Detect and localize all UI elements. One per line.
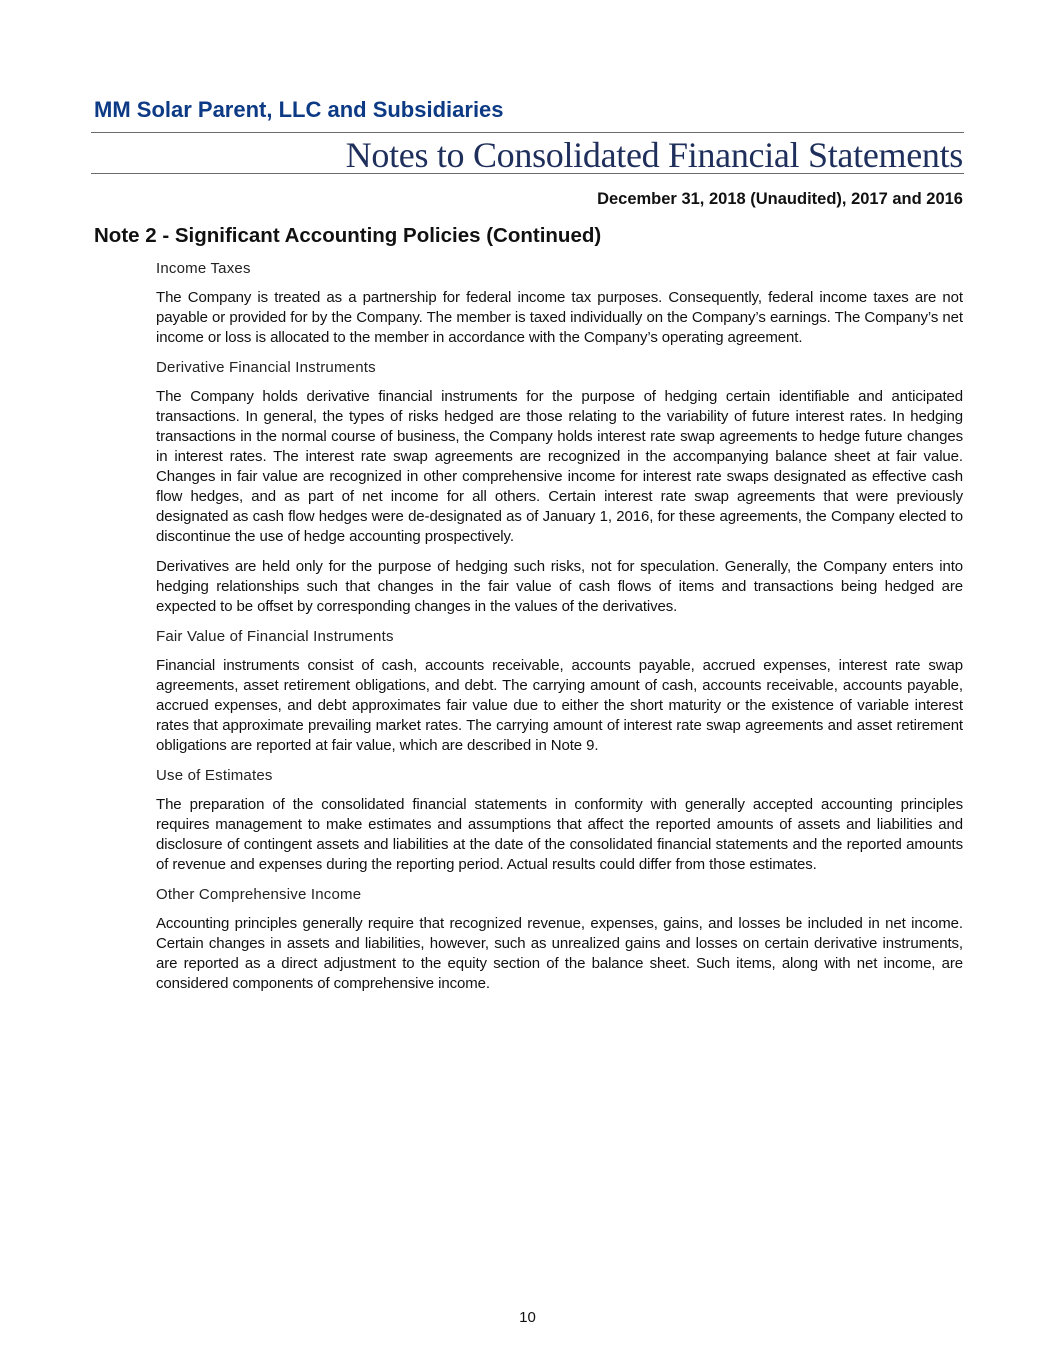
note-content xyxy=(156,259,963,1004)
paragraph: Derivatives are held only for the purpose of hedging such risks, not for speculation. Generally, the Company enters into hedging relationships such that changes in the fair value of cash flows of items and transactions being hedged are expected to be offset by corresponding changes in the values of the derivatives. xyxy=(156,558,963,615)
section-title: Other Comprehensive Income xyxy=(156,886,362,903)
header-rule-bottom xyxy=(91,173,964,174)
section-use-of-estimates xyxy=(156,766,963,875)
document-title: Notes to Consolidated Financial Statements xyxy=(345,135,963,175)
section-title: Derivative Financial Instruments xyxy=(156,359,376,376)
section-other-comprehensive-income xyxy=(156,885,963,994)
paragraph: The Company is treated as a partnership for federal income tax purposes. Consequently, federal income taxes are not payable or provided for by the Company. The member is taxed individually on the Company’s earnings. The Company’s net income or loss is allocated to the member in accordance with the Company’s operating agreement. xyxy=(156,289,963,346)
section-title: Use of Estimates xyxy=(156,767,273,784)
header-rule-top xyxy=(91,132,964,133)
company-name: MM Solar Parent, LLC and Subsidiaries xyxy=(94,97,504,122)
note-heading: Note 2 - Significant Accounting Policies (Continued) xyxy=(94,224,602,247)
section-income-taxes xyxy=(156,259,963,348)
section-title: Fair Value of Financial Instruments xyxy=(156,628,394,645)
period-date-line: December 31, 2018 (Unaudited), 2017 and 2016 xyxy=(597,190,963,208)
section-title: Income Taxes xyxy=(156,260,251,277)
paragraph: The preparation of the consolidated financial statements in conformity with generally accepted accounting principles requires management to make estimates and assumptions that affect the reported amounts of assets and liabilities and disclosure of contingent assets and liabilities at the date of the consolidated financial statements and the reported amounts of revenue and expenses during the reporting period. Actual results could differ from those estimates. xyxy=(156,796,963,873)
paragraph: The Company holds derivative financial instruments for the purpose of hedging certain identifiable and anticipated transactions. In general, the types of risks hedged are those relating to the variability of future interest rates. In hedging transactions in the normal course of business, the Company holds interest rate swap agreements to hedge future changes in interest rates. The interest rate swap agreements are recognized in the accompanying balance sheet at fair value. Changes in fair value are recognized in other comprehensive income for interest rate swaps designated as effective cash flow hedges, and as part of net income for all others. Certain interest rate swap agreements that were previously designated as cash flow hedges were de-designated as of January 1, 2016, for these agreements, the Company elected to discontinue the use of hedge accounting prospectively. xyxy=(156,388,963,545)
section-fair-value xyxy=(156,627,963,756)
section-derivative-financial-instruments xyxy=(156,358,963,617)
paragraph: Financial instruments consist of cash, accounts receivable, accounts payable, accrued expenses, interest rate swap agreements, asset retirement obligations, and debt. The carrying amount of cash, accounts receivable, accounts payable, accrued expenses, and debt approximates fair value due to either the short maturity or the existence of variable interest rates that approximate prevailing market rates. The carrying amount of interest rate swap agreements and asset retirement obligations are reported at fair value, which are described in Note 9. xyxy=(156,657,963,754)
page-number: 10 xyxy=(519,1309,536,1326)
paragraph: Accounting principles generally require that recognized revenue, expenses, gains, and losses be included in net income. Certain changes in assets and liabilities, however, such as unrealized gains and losses on certain derivative instruments, are reported as a direct adjustment to the equity section of the balance sheet. Such items, along with net income, are considered components of comprehensive income. xyxy=(156,915,963,992)
